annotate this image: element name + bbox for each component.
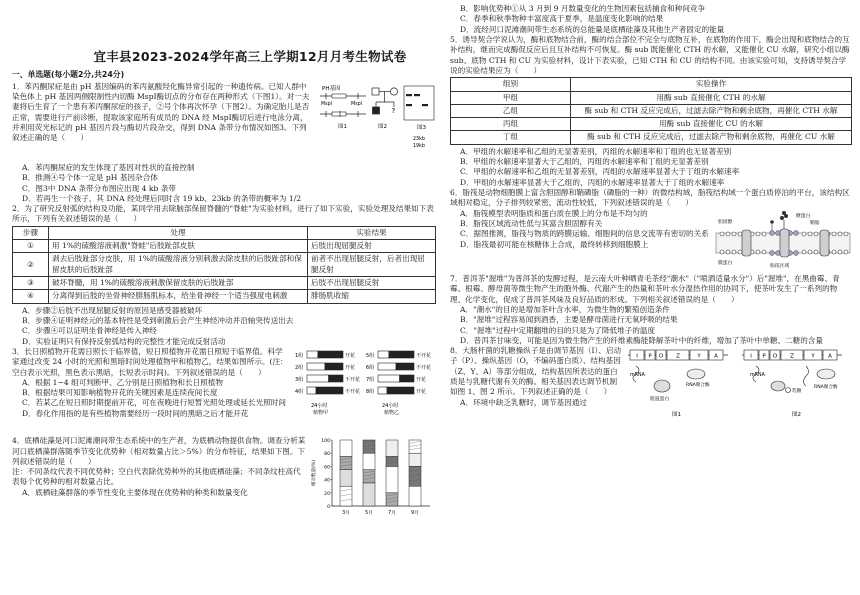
table-row: 乙组 酶 sub 和 CTH 反应完成后，过滤去除产物和剩余底物，再催化 CTH 水解 <box>451 104 852 117</box>
lactose-label: 乳糖 <box>792 389 802 395</box>
bar-segment <box>363 470 375 483</box>
bar-segment <box>386 493 398 506</box>
question-5-table <box>450 77 852 145</box>
x-tick-label: 9月 <box>411 511 419 517</box>
table-row: 甲组 用酶 sub 直接催化 CTH 的水解 <box>451 91 852 104</box>
repressor-label: 阻遏蛋白 <box>650 397 670 403</box>
y-tick-label: 0 <box>327 505 330 511</box>
dark-period-bar <box>325 363 343 370</box>
question-2-option-c: C．步骤④可以证明坐骨神经是传入神经 <box>22 326 157 336</box>
dark-period-bar <box>400 375 414 382</box>
bar-segment <box>409 486 421 506</box>
question-1-figure <box>318 82 436 163</box>
question-1-option-d: D．若再生一个孩子，其 DNA 经处理后同时含 19 kb、23kb 的条带的概率为 1/2 <box>22 193 302 203</box>
flowering-result: 不开花 <box>416 364 432 371</box>
group-label: 5组 <box>366 352 375 359</box>
question-6-figure <box>714 209 852 274</box>
question-8-figure <box>626 346 852 425</box>
gene-label: P <box>648 353 652 360</box>
table-row: ③ 破坏脊髓，用 1%的硫酸溶液刺激保留皮肤的后肢趾部 后肢不出现屈腿反射 <box>13 277 436 290</box>
question-3-option-a: A．根据 1~4 组可判断甲、乙分别是日照植物和长日照植物 <box>22 377 223 387</box>
bar-segment <box>340 486 352 506</box>
question-6-option-a: A．脂筏模型表明脂质和蛋白质在膜上的分布是不均匀的 <box>460 208 648 218</box>
table-header: 实验操作 <box>571 78 852 91</box>
dark-period-bar <box>389 351 414 358</box>
gene-label: I <box>636 353 638 360</box>
left-column <box>12 40 436 592</box>
fig2-caption: 图2 <box>792 412 801 419</box>
flowering-result: 开花 <box>416 376 427 383</box>
question-6-option-b: B．脂筏区域流动性低与其富含胆固醇有关 <box>460 218 603 228</box>
question-1-option-c: C．图3中 DNA 条带分布图应出现 4 kb 条带 <box>22 183 176 193</box>
y-tick-label: 20 <box>324 492 330 498</box>
group-label: 1组 <box>295 352 304 359</box>
question-4-option-a: A．底栖硅藻群落的季节性变化主要体现在优势种的种类和数量变化 <box>22 487 248 497</box>
gene-label: Z <box>790 353 794 360</box>
question-1-option-b: B．推测④号个体一定是 pH 基因杂合体 <box>22 173 158 183</box>
bar-segment <box>386 467 398 493</box>
y-tick-label: 40 <box>324 478 330 484</box>
ph-gene-label: PH基因 <box>322 85 341 92</box>
question-4-note: 注：不同条纹代表不同优势种；空白代表除优势种外的其他底栖硅藻；不同条纹柱高代表每个优势种的相对数量占比。 <box>12 467 301 487</box>
question-2-option-a: A．步骤②后肢不出现屈腿反射的原因是感受器被破坏 <box>22 305 203 315</box>
flowering-result: 开花 <box>345 352 356 359</box>
bar-segment <box>340 440 352 457</box>
cholesterol-label: 胆固醇 <box>718 219 733 225</box>
dark-period-bar <box>387 387 414 394</box>
question-6-stem: 6．脂筏是动物细胞膜上富含胆固醇和鞘磷脂（磷脂的一种）的微结构域，脂筏结构域一个蛋白质停泊的平台，该结构区域相对稳定，分子排列较紧密，流动性较低，下列叙述错误的是（ ） <box>450 188 850 208</box>
light-period-bar <box>307 363 325 370</box>
light-period-bar <box>378 387 387 394</box>
x-tick-label: 7月 <box>388 511 396 517</box>
table-row: ② 剥去后肢趾部分皮肤，用 1%的硫酸溶液分别刺激去除皮肤的后肢趾部和保留皮肤的后肢趾部 前者不出现屈腿反射，后者出现屈腿反射 <box>13 253 436 277</box>
figure-caption: 24小时 <box>311 402 328 409</box>
raft-region-label: 脂筏区域 <box>770 263 790 269</box>
group-label: 2组 <box>295 364 304 371</box>
light-period-bar <box>378 363 396 370</box>
x-tick-label: 3月 <box>342 511 350 517</box>
fig3-caption: 图3 <box>417 124 426 131</box>
question-3 <box>12 347 436 436</box>
question-7-option-b: B．"渥堆"过程容易闻到酒香，主要是酵母菌进行无氧呼吸的结果 <box>460 315 678 325</box>
question-4-option-b: B．影响优势种①从 3 月到 9 月数量变化的生物因素包括捕食和种间竞争 <box>460 4 706 13</box>
table-row: ① 用 1%的硫酸溶液刺激"脊蛙"后肢趾部皮肤 后肢出现屈腿反射 <box>13 240 436 253</box>
rna-polymerase-label: RNA聚合酶 <box>686 383 710 389</box>
question-5-stem: 5．诱导契合学说认为，酶和底物结合前，酶的结合部位不完全与底物互补，在底物的作用下，酶会出现和底物结合的互补结构，继而完成酶促反应后且互补结构不可恢复。酶 sub 既能催化 CTH 的水解，又能催化 CU 水解，研究小组以酶 sub、底物 CTH 和 CU 为实验材料，设计下表实验，已知 CTH 和 CU 的结构不同。由该实验可知，支持诱导契合学说的实验结果应为（ ） <box>450 34 850 75</box>
bar-segment <box>363 440 375 453</box>
bar-segment <box>340 470 352 487</box>
membrane-protein-label: 膜蛋白 <box>718 260 733 266</box>
table-row: 丙组 用酶 sub 直接催化 CU 的水解 <box>451 118 852 131</box>
x-tick-label: 5月 <box>365 511 373 517</box>
question-3-option-d: D．春化作用指的是有些植物需要经历一段时间的黑暗之后才能开花 <box>22 408 249 418</box>
question-1 <box>12 82 436 163</box>
figure-caption: 植物甲 <box>313 409 329 416</box>
lac-operon-figure <box>626 346 852 422</box>
rna-polymerase <box>817 369 835 379</box>
fig1-caption: 图1 <box>338 123 347 130</box>
rna-polymerase <box>687 369 705 379</box>
question-5-option-a: A．甲组的水解速率和乙组的无显著差别，丙组的水解速率和丁组的也无显著差别 <box>460 146 732 156</box>
question-1-stem: 1．苯丙酮尿症是由 pH 基因编码的苯丙氨酸羟化酶异常引起的一种遗传病。已知人群中染色体上 pH 基因两侧限制性内切酶 MspⅠ酶切点的分布存在两种形式（下图1）。对一夫妻将后生育了一个患有苯丙酮尿症的孩子，②号个体再次怀孕（下图2）。为确定胎儿是否正常，需要进行产前诊断，提取该家庭所有成员的 DNA 经 MspⅠ酶切后进行电泳分离，并利用荧光标记的 pH 基因片段与酶切片段杂交，得到 DNA 条带分布情况如图3。下列叙述正确的是（ ） <box>12 81 310 143</box>
lactose-molecule <box>786 388 791 393</box>
dark-period-bar <box>318 351 343 358</box>
group-label: 4组 <box>295 388 304 395</box>
gene-label: O <box>658 353 664 360</box>
question-2-table <box>12 226 436 304</box>
gene-label: A <box>714 353 718 360</box>
flowering-result: 开花 <box>345 364 356 371</box>
dark-period-bar <box>329 375 343 382</box>
question-5-option-b: B．甲组的水解速率显著大于乙组的，丙组的水解速率和丁组的无显著差别 <box>460 157 709 167</box>
table-row: 丁组 酶 sub 和 CTH 反应完成后，过滤去除产物和剩余底物，再催化 CU 水解 <box>451 131 852 144</box>
diatom-bar-chart <box>310 436 436 524</box>
bar-segment <box>340 457 352 470</box>
sugar-label: 糖蛋白 <box>796 213 811 219</box>
bar-segment <box>363 483 375 506</box>
lipid-raft-figure <box>714 209 852 271</box>
table-header: 步骤 <box>13 226 49 239</box>
fig2-caption: 图2 <box>378 123 387 130</box>
y-axis-label: 相对数量(%) <box>312 460 317 487</box>
question-2-stem: 2．为了研究反射弧的结构及功能，某同学用去除脑部保留脊髓的"脊蛙"为实验材料，进行了如下实验，实验处理及结果如下表所示，下列有关叙述错误的是（ ） <box>12 204 434 224</box>
question-4-figure <box>310 436 436 527</box>
table-row: ④ 分离得到后肢的坐骨神经腓肠肌标本，给坐骨神经一个适当强度电刺激 腓肠肌收缩 <box>13 290 436 303</box>
question-7-stem: 7．普洱茶"渥堆"为普洱茶的发酵过程，是云南大叶种晒青毛茶经"潮水"（"喷洒适量水分"）后"渥堆"，在黑曲霉、青霉、根霉、酵母菌等微生物产生的胞外酶、代谢产生的热量和茶叶水分湿热作用的协同下，使茶叶发生了一系列的物理、化学变化，促成了普洱茶风味及良好品质的形成。下列相关叙述错误的是（ ） <box>450 273 840 304</box>
dark-period-bar <box>316 387 343 394</box>
mrna-label: mRNA <box>750 373 765 379</box>
question-4-option-c: C．春季和秋季物种丰富度高于夏季，是温度变化影响的结果 <box>460 14 664 24</box>
question-7-option-c: C．"渥堆"过程中定期翻堆的目的只是为了降低堆子的温度 <box>460 325 656 335</box>
table-header: 处理 <box>49 226 308 239</box>
svg-text:MspⅠ: MspⅠ <box>321 101 333 107</box>
y-tick-label: 100 <box>321 439 330 445</box>
page-title: 宜丰县2023-2024学年高三上学期12月月考生物试卷 <box>93 49 407 64</box>
bar-segment <box>409 467 421 487</box>
gene-label: P <box>762 353 766 360</box>
bar-segment <box>409 453 421 466</box>
light-period-bar <box>307 375 329 382</box>
question-6 <box>450 209 852 274</box>
svg-text:?: ? <box>391 106 396 115</box>
gene-label: Y <box>697 353 701 360</box>
lipid-label: 鞘脂 <box>810 220 820 226</box>
repressor-protein <box>771 381 785 391</box>
figure-caption: 植物乙 <box>384 409 400 416</box>
question-3-stem: 3．长日照植物开花需日照长于临界值，短日照植物开花需日照短于临界值。科学家通过改变 24 小时的光照和黑暗时间处理植物甲和植物乙，结果如图所示。(注：空白表示光照，黑色表示黑暗，长短表示时间)。下列叙述错误的是（ ） <box>12 346 288 377</box>
table-header: 实验结果 <box>308 226 436 239</box>
light-period-bar <box>378 375 400 382</box>
group-label: 8组 <box>366 388 375 395</box>
light-period-bar <box>307 387 316 394</box>
question-1-option-a: A．苯丙酮尿症的发生体现了基因对性状的直接控制 <box>22 162 195 172</box>
kb23-label: 23kb <box>413 136 425 142</box>
gene-label: Y <box>811 353 815 360</box>
svg-text:MspⅠ: MspⅠ <box>351 101 363 107</box>
question-7-option-a: A．"潮水"的目的是增加茶叶含水率，为微生物的繁殖创造条件 <box>460 304 670 314</box>
bar-segment <box>363 453 375 470</box>
question-6-option-c: C．据图推测，脂筏与物质的跨膜运输、细胞间的信息交流等有密切的关系 <box>460 229 709 239</box>
pedigree-gel-figure <box>318 82 436 160</box>
question-7-option-d: D．普洱茶甘味变，可能是因为微生物产生的纤维素酶能降解茶叶中的纤维，增加了茶叶中单糖、二糖的含量 <box>460 335 823 345</box>
question-4 <box>12 436 436 527</box>
question-8-option-a: A．环境中缺乏乳糖时，调节基因通过 <box>460 397 587 407</box>
question-8-stem: 8．大肠杆菌的乳糖操纵子是由调节基因（I）、启动子（P）、操纵基因（O，不编码蛋白质）、结构基因（Z、Y、A）等部分组成，结构基因所表达的蛋白质是与乳糖代谢有关的酶。相关基因表达调节机制如图 1、图 2 所示。下列叙述正确的是（ ） <box>450 346 622 397</box>
kb19-label: 19kb <box>413 143 425 149</box>
group-label: 6组 <box>366 364 375 371</box>
question-3-option-c: C．若某乙在短日照时期提前开花，可在夜晚进行短暂光照处理或延长光照时间 <box>22 398 286 408</box>
mrna-label: mRNA <box>630 373 645 379</box>
repressor-protein <box>654 380 670 392</box>
flowering-result: 开花 <box>416 388 427 395</box>
question-8 <box>450 346 852 425</box>
gene-label: I <box>750 353 752 360</box>
light-period-bar <box>378 351 389 358</box>
question-6-option-d: D．脂筏最初可能在核糖体上合成，最终转移到细胞膜上 <box>460 239 649 249</box>
question-5-option-d: D．甲组的水解速率显著大于乙组的，丙组的水解速率显著大于丁组的水解速率 <box>460 177 725 187</box>
y-tick-label: 60 <box>324 465 330 471</box>
dark-period-bar <box>396 363 414 370</box>
flowering-result: 不开花 <box>416 352 432 359</box>
gene-label: Z <box>676 353 680 360</box>
section-heading: 一、单选题(每小题2分,共24分) <box>12 70 125 79</box>
photoperiod-figure <box>294 347 436 433</box>
group-label: 3组 <box>295 376 304 383</box>
question-3-option-b: B．根据结果可知影响植物开花的关键因素是连续夜间长度 <box>22 388 218 398</box>
light-period-bar <box>307 351 318 358</box>
gene-label: A <box>828 353 832 360</box>
group-label: 7组 <box>366 376 375 383</box>
flowering-result: 不开花 <box>345 388 361 395</box>
right-column <box>450 4 852 592</box>
question-4-stem: 4．底栖硅藻是河口泥滩潮间带生态系统中的生产者，为底栖动物提供食物。调查分析某河口底栖藻群落随季节变化优势种（相对数量占比＞5%）的分布特征，结果如下图。下列叙述错误的是（ ） <box>12 436 306 466</box>
question-4-option-d: D．流经河口泥滩潮间带生态系统的总能量是底栖硅藻及其他生产者固定的能量 <box>460 24 725 34</box>
bar-segment <box>386 440 398 457</box>
flowering-result: 不开花 <box>345 376 361 383</box>
figure-caption: 24小时 <box>382 402 399 409</box>
question-2-option-b: B．步骤④证明神经元的基本特性是受到刺激后会产生神经冲动并沿轴突传送出去 <box>22 315 294 325</box>
y-tick-label: 80 <box>324 452 330 458</box>
question-2-option-d: D．实验证明只有保持反射弧结构的完整性才能完成反射活动 <box>22 336 226 346</box>
rna-polymerase-label: RNA聚合酶 <box>814 385 838 391</box>
question-3-figure <box>294 347 436 436</box>
bar-segment <box>409 440 421 453</box>
fig1-caption: 图1 <box>672 412 681 419</box>
question-5-option-c: C．甲组的水解速率和乙组的无显著差别，丙组的水解速率显著大于丁组的水解速率 <box>460 167 740 177</box>
gene-label: O <box>772 353 778 360</box>
table-header: 组别 <box>451 78 571 91</box>
